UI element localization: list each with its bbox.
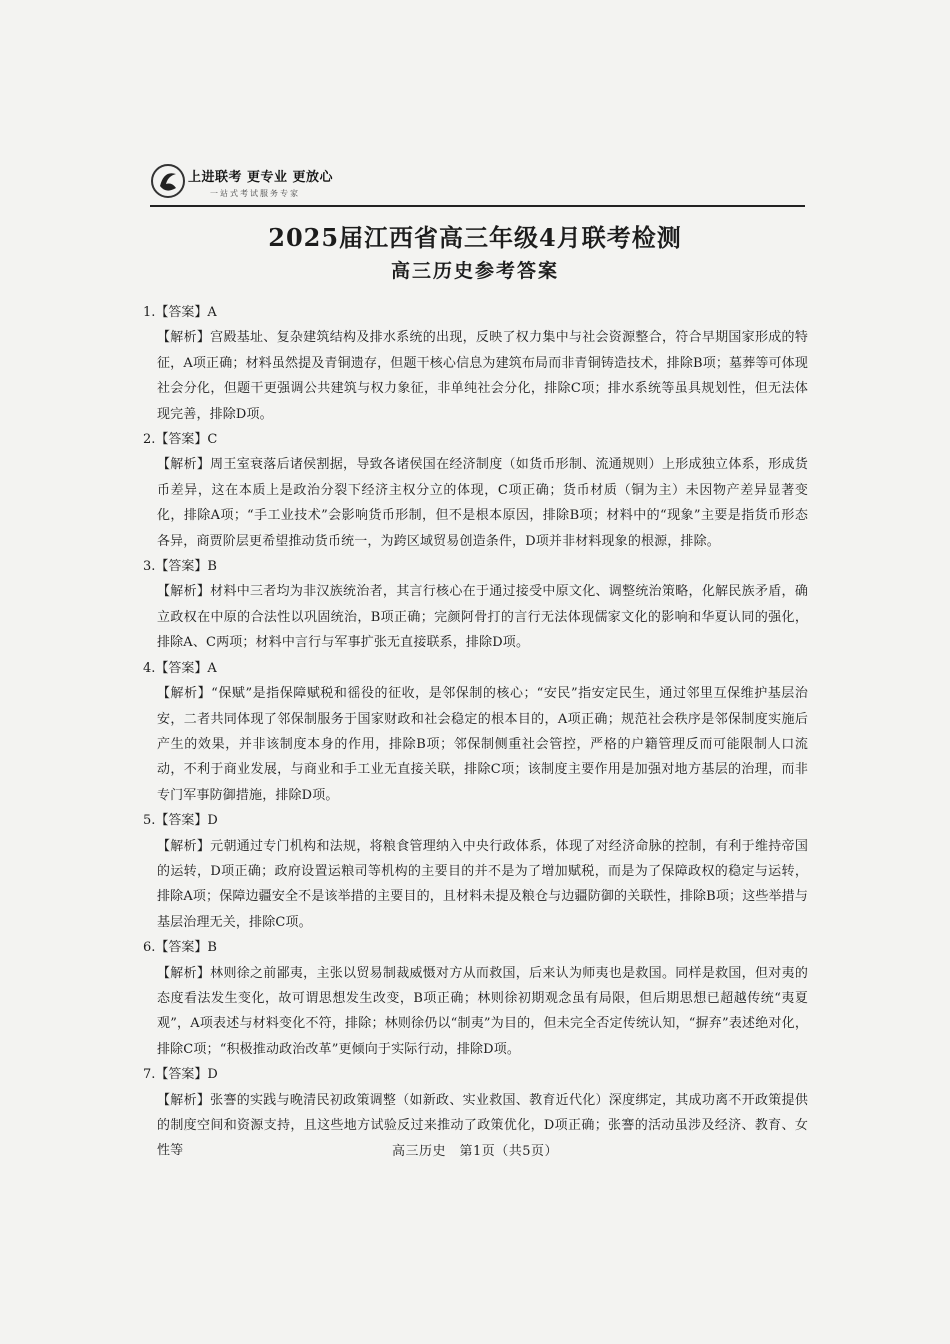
analysis-text: 【解析】“保赋”是指保障赋税和徭役的征收，是邻保制的核心；“安民”指安定民生，通过邻里互保维护基层治安，二者共同体现了邻保制服务于国家财政和社会稳定的根本目的，A项正确；规范社会秩序是邻保制度实施后产生的效果，并非该制度本身的作用，排除B项；邻保制侧重社会管控，严格的户籍管理反而可能限制人口流动，不利于商业发展，与商业和手工业无直接关联，排除C项；该制度主要作用是加强对地方基层的治理，而非专门军事防御措施，排除D项。 xyxy=(157,686,808,803)
brand-logo-icon xyxy=(150,162,186,200)
answer-line: 7.【答案】D xyxy=(143,1067,218,1083)
question-4 xyxy=(143,656,808,808)
analysis-text: 【解析】林则徐之前鄙夷，主张以贸易制裁威慑对方从而救国，后来认为师夷也是救国。同样是救国，但对夷的态度看法发生变化，故可谓思想发生改变，B项正确；林则徐初期观念虽有局限，但后期思想已超越传统“夷夏观”，A项表述与材料变化不符，排除；林则徐仍以“制夷”为目的，但未完全否定传统认知，“摒弃”表述绝对化，排除C项；“积极推动政治改革”更倾向于实际行动，排除D项。 xyxy=(157,965,808,1057)
analysis-text: 【解析】周王室衰落后诸侯割据，导致各诸侯国在经济制度（如货币形制、流通规则）上形成独立体系，形成货币差异，这在本质上是政治分裂下经济主权分立的体现，C项正确；货币材质（铜为主）未因物产差异显著变化，排除A项；“手工业技术”会影响货币形制，但不是根本原因，排除B项；材料中的“现象”主要是指货币形态各异，商贾阶层更希望推动货币统一，为跨区域贸易创造条件，D项并非材料现象的根源，排除。 xyxy=(157,457,808,549)
question-2 xyxy=(143,427,808,554)
page-footer: 高三历史 第1页（共5页） xyxy=(391,1144,559,1159)
question-1 xyxy=(143,300,808,427)
question-5 xyxy=(143,808,808,935)
question-3 xyxy=(143,554,808,656)
header-tagline: 一站式考试服务专家 xyxy=(210,189,300,198)
document-title: 2025届江西省高三年级4月联考检测 xyxy=(268,223,682,252)
answer-line: 3.【答案】B xyxy=(143,559,217,575)
answer-line: 2.【答案】C xyxy=(143,432,218,448)
document-subtitle: 高三历史参考答案 xyxy=(390,260,559,282)
question-6 xyxy=(143,935,808,1062)
answer-list xyxy=(143,300,808,1164)
answer-line: 6.【答案】B xyxy=(143,940,217,956)
answer-line: 5.【答案】D xyxy=(143,813,218,829)
analysis-text: 【解析】元朝通过专门机构和法规，将粮食管理纳入中央行政体系，体现了对经济命脉的控制，有利于维持帝国的运转，D项正确；政府设置运粮司等机构的主要目的并不是为了增加赋税，而是为了保障政权的稳定与运转，排除A项；保障边疆安全不是该举措的主要目的，且材料未提及粮仓与边疆防御的关联性，排除B项；这些举措与基层治理无关，排除C项。 xyxy=(157,838,808,930)
header-logo xyxy=(150,160,340,206)
analysis-text: 【解析】材料中三者均为非汉族统治者，其言行核心在于通过接受中原文化、调整统治策略，化解民族矛盾，确立政权在中原的合法性以巩固统治，B项正确；完颜阿骨打的言行无法体现儒家文化的影响和华夏认同的强化，排除A、C两项；材料中言行与军事扩张无直接联系，排除D项。 xyxy=(157,584,808,651)
answer-line: 4.【答案】A xyxy=(143,660,217,676)
analysis-text: 【解析】张謇的实践与晚清民初政策调整（如新政、实业救国、教育近代化）深度绑定，其成功离不开政策提供的制度空间和资源支持，且这些地方试验反过来推动了政策优化，D项正确；张謇的活动虽涉及经济、教育、女性等 xyxy=(157,1092,808,1159)
header-slogan: 上进联考 更专业 更放心 xyxy=(188,170,334,185)
analysis-text: 【解析】宫殿基址、复杂建筑结构及排水系统的出现，反映了权力集中与社会资源整合，符合早期国家形成的特征，A项正确；材料虽然提及青铜遗存，但题干核心信息为建筑布局而非青铜铸造技术，排除B项；墓葬等可体现社会分化，但题干更强调公共建筑与权力象征，非单纯社会分化，排除C项；排水系统等虽具规划性，但无法体现完善，排除D项。 xyxy=(157,330,808,422)
header-divider xyxy=(150,205,805,207)
answer-line: 1.【答案】A xyxy=(143,305,217,320)
